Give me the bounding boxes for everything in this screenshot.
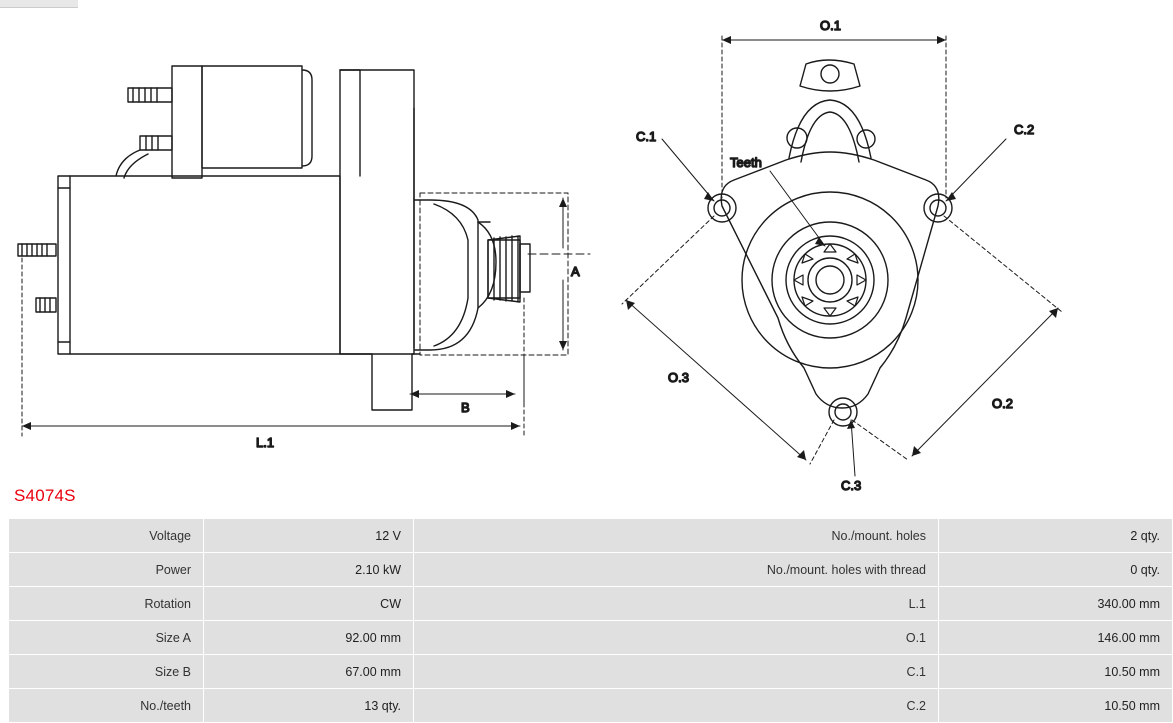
spec-label-mount-holes: No./mount. holes [414, 519, 939, 553]
spec-value-c1: 10.50 mm [939, 655, 1173, 689]
spec-value-size-a: 92.00 mm [204, 621, 414, 655]
spec-label-o1: O.1 [414, 621, 939, 655]
top-strip [0, 0, 78, 8]
spec-value-power: 2.10 kW [204, 553, 414, 587]
dim-label-c2: C.2 [1014, 122, 1035, 137]
specifications-table [8, 518, 1173, 723]
spec-label-teeth: No./teeth [9, 689, 204, 723]
technical-drawings [0, 8, 1080, 493]
spec-label-l1: L.1 [414, 587, 939, 621]
dim-label-a: A [571, 264, 580, 279]
dim-label-o2: O.2 [992, 396, 1013, 411]
table-row [9, 519, 1173, 553]
table-row [9, 655, 1173, 689]
dim-label-o1: O.1 [820, 18, 841, 33]
teeth-label: Teeth [730, 155, 762, 170]
spec-label-c2: C.2 [414, 689, 939, 723]
spec-value-mount-holes: 2 qty. [939, 519, 1173, 553]
spec-value-o1: 146.00 mm [939, 621, 1173, 655]
dim-label-l1: L.1 [256, 435, 275, 450]
spec-value-c2: 10.50 mm [939, 689, 1173, 723]
spec-label-c1: C.1 [414, 655, 939, 689]
spec-label-size-b: Size B [9, 655, 204, 689]
spec-label-size-a: Size A [9, 621, 204, 655]
dim-label-c3: C.3 [841, 478, 862, 493]
spec-value-teeth: 13 qty. [204, 689, 414, 723]
spec-label-mount-holes-thread: No./mount. holes with thread [414, 553, 939, 587]
spec-value-l1: 340.00 mm [939, 587, 1173, 621]
table-row [9, 621, 1173, 655]
dim-label-o3: O.3 [668, 370, 689, 385]
dim-label-c1: C.1 [636, 129, 657, 144]
spec-label-voltage: Voltage [9, 519, 204, 553]
table-row [9, 587, 1173, 621]
starter-front-view [622, 18, 1062, 493]
spec-label-power: Power [9, 553, 204, 587]
spec-value-voltage: 12 V [204, 519, 414, 553]
table-row [9, 689, 1173, 723]
spec-value-rotation: CW [204, 587, 414, 621]
spec-value-size-b: 67.00 mm [204, 655, 414, 689]
starter-side-view [18, 66, 590, 450]
part-code: S4074S [14, 486, 76, 505]
table-row [9, 553, 1173, 587]
dim-label-b: B [461, 400, 470, 415]
spec-value-mount-holes-thread: 0 qty. [939, 553, 1173, 587]
spec-label-rotation: Rotation [9, 587, 204, 621]
